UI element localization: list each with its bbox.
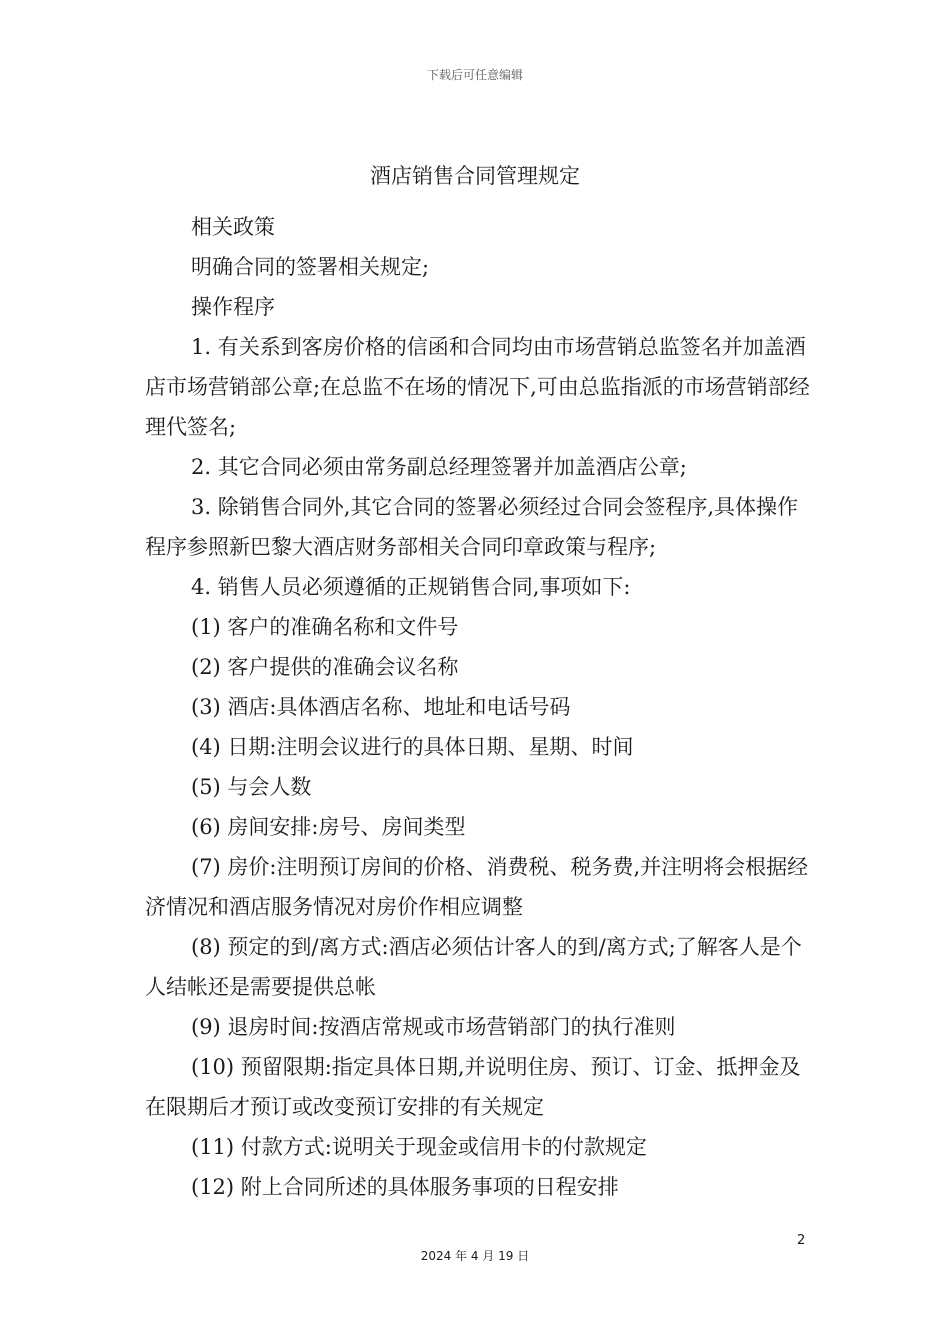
procedure-item-2: 2. 其它合同必须由常务副总经理签署并加盖酒店公章; [191, 455, 687, 479]
contract-item-4: (4) 日期:注明会议进行的具体日期、星期、时间 [191, 735, 634, 759]
contract-item-2: (2) 客户提供的准确会议名称 [191, 655, 459, 679]
header-note: 下载后可任意编辑 [426, 68, 523, 82]
contract-item-11: (11) 付款方式:说明关于现金或信用卡的付款规定 [191, 1135, 647, 1159]
contract-item-12: (12) 附上合同所述的具体服务事项的日程安排 [191, 1175, 619, 1199]
contract-item-8: (8) 预定的到/离方式:酒店必须估计客人的到/离方式;了解客人是个人结帐还是需要提供总帐 [145, 935, 802, 999]
contract-item-10: (10) 预留限期:指定具体日期,并说明住房、预订、订金、抵押金及在限期后才预订或改变预订安排的有关规定 [145, 1055, 801, 1119]
document-body [145, 207, 813, 1207]
contract-item-1: (1) 客户的准确名称和文件号 [191, 615, 459, 639]
section-heading-policy: 相关政策 [191, 215, 275, 239]
contract-item-3: (3) 酒店:具体酒店名称、地址和电话号码 [191, 695, 571, 719]
section-heading-procedure: 操作程序 [191, 295, 275, 319]
page-number: 2 [797, 1233, 806, 1248]
procedure-item-1: 1. 有关系到客房价格的信函和合同均由市场营销总监签名并加盖酒店市场营销部公章;在总监不在场的情况下,可由总监指派的市场营销部经理代签名; [145, 335, 810, 439]
document-title: 酒店销售合同管理规定 [370, 164, 580, 188]
footer-date: 2024 年 4 月 19 日 [420, 1249, 530, 1263]
contract-item-5: (5) 与会人数 [191, 775, 312, 799]
contract-item-6: (6) 房间安排:房号、房间类型 [191, 815, 466, 839]
procedure-item-4: 4. 销售人员必须遵循的正规销售合同,事项如下: [191, 575, 631, 599]
contract-item-9: (9) 退房时间:按酒店常规或市场营销部门的执行准则 [191, 1015, 676, 1039]
policy-text: 明确合同的签署相关规定; [191, 255, 430, 279]
procedure-item-3: 3. 除销售合同外,其它合同的签署必须经过合同会签程序,具体操作程序参照新巴黎大酒店财务部相关合同印章政策与程序; [145, 495, 799, 559]
contract-item-7: (7) 房价:注明预订房间的价格、消费税、税务费,并注明将会根据经济情况和酒店服务情况对房价作相应调整 [145, 855, 809, 919]
